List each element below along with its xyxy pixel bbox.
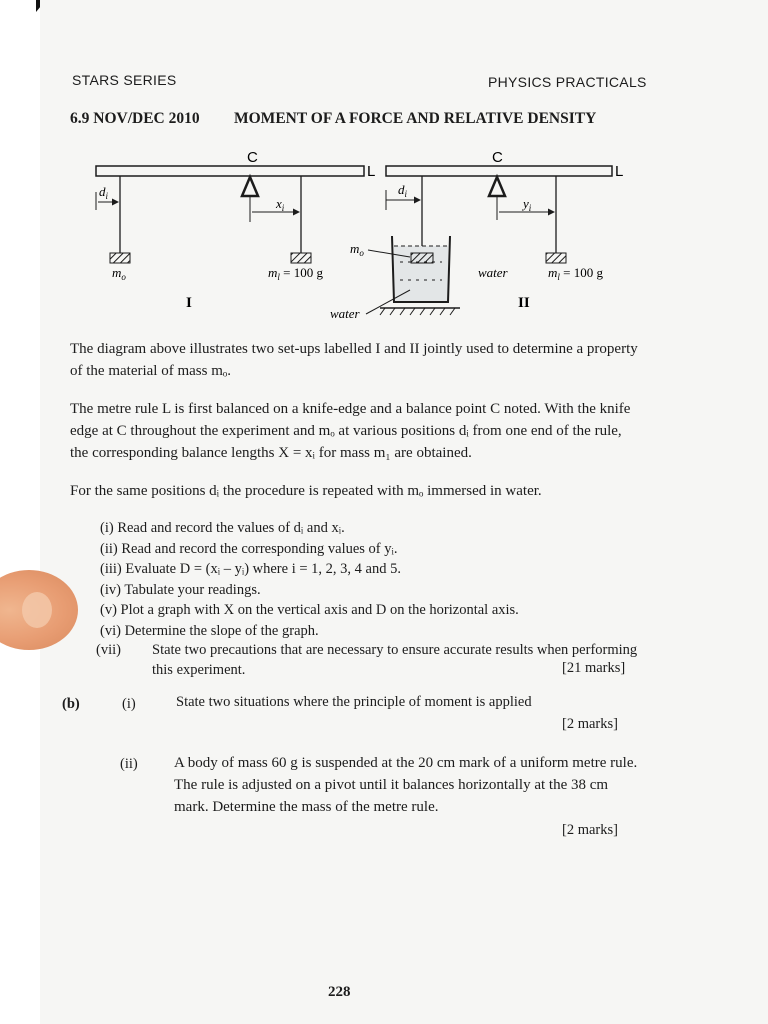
step-number: (iv): [100, 582, 121, 598]
step-text: Tabulate your readings.: [124, 582, 261, 598]
metre-rule-one: [96, 166, 364, 176]
rule-label-one: L: [367, 163, 376, 180]
book-page: [40, 0, 768, 1024]
mass-mo-label-two: $m_o$: [350, 241, 364, 258]
finger-nail: [22, 592, 52, 628]
step-text: Determine the slope of the graph.: [124, 623, 319, 639]
bench-hatch: [440, 308, 445, 315]
step-item: [100, 559, 401, 579]
step-text: Plot a graph with X on the vertical axis and D on the horizontal axis.: [120, 602, 519, 618]
mass-m1-one: [291, 253, 311, 263]
setup-two-caption: II: [518, 295, 530, 311]
step-number: (iii): [100, 561, 122, 577]
mass-m1-label-two: $m_l = 100$ g: [548, 265, 603, 282]
part-b-label: (b): [62, 696, 80, 712]
part-b-q1-marks: [2 marks]: [562, 716, 618, 732]
knife-edge-two: [489, 177, 505, 196]
step-text: Read and record the values of dᵢ and xᵢ.: [117, 520, 345, 536]
pivot-label-one: C: [247, 149, 258, 166]
part-b-q2-text: A body of mass 60 g is suspended at the 20 cm mark of a uniform metre rule. The rule is adjusted on a pivot until it balances horizontally at the 38 cm mark. Determine the mass of the metre rule.: [174, 755, 638, 815]
step-text: Read and record the corresponding values of yᵢ.: [121, 541, 398, 557]
mass-m1-two: [546, 253, 566, 263]
mass-m1-label-one: $m_l = 100$ g: [268, 265, 323, 282]
page-number: 228: [328, 984, 351, 1000]
section-title: 6.9 NOV/DEC 2010: [70, 110, 200, 127]
di-label-two: $d_i$: [398, 182, 408, 199]
bench-hatch: [410, 308, 415, 315]
yi-label-two: $y_i$: [523, 196, 532, 213]
water-label-bottom: water: [330, 306, 360, 321]
intro-paragraph: The diagram above illustrates two set-ups labelled I and II jointly used to determine a property of the material of mass mₒ.: [70, 341, 638, 379]
knife-edge-one: [242, 177, 258, 196]
bench-hatch: [380, 308, 385, 315]
part-b-q2-number: (ii): [120, 756, 138, 772]
step-number: (i): [100, 520, 114, 536]
bench-hatch: [430, 308, 435, 315]
water-label-right: water: [478, 265, 508, 280]
step-number: (v): [100, 602, 117, 618]
subject-header: PHYSICS PRACTICALS: [488, 74, 647, 90]
bench-hatch: [390, 308, 395, 315]
rule-label-two: L: [615, 163, 624, 180]
step-number: (vii): [96, 642, 121, 658]
mass-mo-two: [411, 253, 433, 263]
bench-hatch: [420, 308, 425, 315]
step-number: (ii): [100, 541, 118, 557]
step-item: [100, 600, 519, 620]
marks-total: [21 marks]: [562, 660, 626, 676]
part-b-q2-marks: [2 marks]: [562, 822, 618, 838]
mass-mo-label-one: $m_o$: [112, 265, 126, 282]
step-number: (vi): [100, 623, 121, 639]
immersion-paragraph: For the same positions dᵢ the procedure is repeated with mₒ immersed in water.: [70, 483, 542, 499]
metre-rule-two: [386, 166, 612, 176]
pivot-label-two: C: [492, 149, 503, 166]
step-item: [100, 621, 319, 641]
setup-one-caption: I: [186, 295, 192, 311]
step-item: [100, 580, 261, 600]
setup-one: [96, 149, 375, 311]
moment-apparatus-diagram: [80, 140, 640, 340]
part-b-q1-text: State two situations where the principle of moment is applied: [176, 694, 532, 710]
bench-hatch: [400, 308, 405, 315]
xi-label-one: $x_i$: [276, 196, 285, 213]
part-b-q1-number: (i): [122, 696, 136, 712]
procedure-paragraph: The metre rule L is first balanced on a knife-edge and a balance point C noted. With the knife edge at C throughout the experiment and mₒ at various positions dᵢ from one end of the rule, the corresponding balance lengths X = xᵢ for mass m₁ are obtained.: [70, 401, 631, 461]
step-item: [100, 518, 345, 538]
step-item: [100, 539, 398, 559]
bench-hatch: [450, 308, 455, 315]
step-text: State two precautions that are necessary to ensure accurate results when performing this experiment.: [152, 642, 638, 678]
series-header: STARS SERIES: [72, 72, 177, 88]
step-text: Evaluate D = (xᵢ – yᵢ) where i = 1, 2, 3, 4 and 5.: [125, 561, 401, 577]
mass-mo-one: [110, 253, 130, 263]
topic-title: MOMENT OF A FORCE AND RELATIVE DENSITY: [234, 110, 597, 127]
di-label-one: $d_i$: [99, 184, 109, 201]
